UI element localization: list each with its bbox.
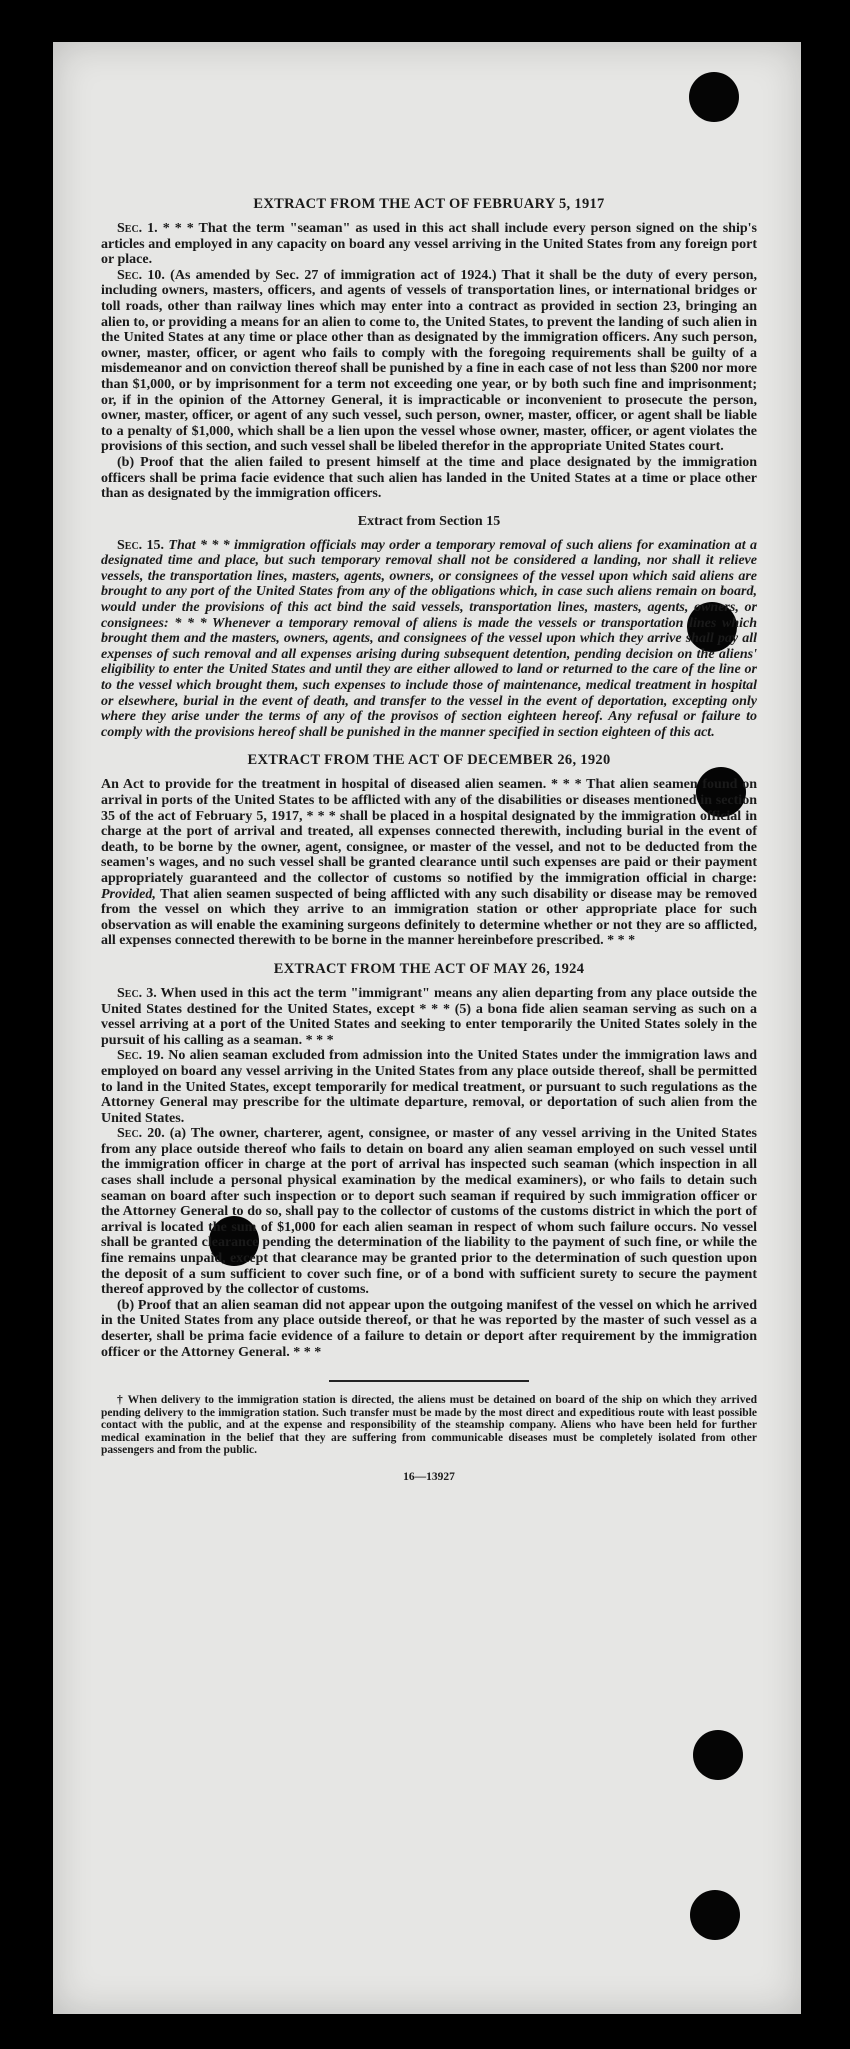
act-1920-section	[101, 752, 757, 949]
paragraph-text: That * * * immigration officials may order a temporary removal of such aliens for examination at a designated time and place, but such temporary removal shall not be considered a landing, nor shall it relieve vessels, the transportation lines, masters, agents, owners, or consignees of the vessel upon which said aliens are brought to any port of the United States from any of the obligations which, in case such aliens remain on board, would under the provisions of this act bind the said vessels, transportation lines, masters, agents, owners, or consignees: * * * Whenever a temporary removal of aliens is made the vessels or transportation lines which brought them and the masters, owners, agents, and consignees of the vessel upon which they arrive shall pay all expenses of such removal and all expenses arising during subsequent detention, pending decision on the aliens' eligibility to enter the United States and until they are either allowed to land or returned to the care of the line or to the vessel which brought them, such expenses to include those of maintenance, medical treatment in hospital or elsewhere, burial in the event of death, and transfer to the vessel in the event of deportation, excepting only where they arise under the terms of any of the provisos of section eighteen hereof. Any refusal or failure to comply with the provisions hereof shall be punished in the manner specified in section eighteen of this act.	[101, 537, 757, 740]
punch-hole	[693, 1730, 743, 1780]
act-1924-section	[101, 961, 757, 1360]
section-heading: EXTRACT FROM THE ACT OF FEBRUARY 5, 1917	[253, 196, 605, 212]
section-label: Sec. 20.	[117, 1126, 165, 1142]
paragraph-text: No alien seaman excluded from admission into the United States under the immigration laws and employed on board any vessel arriving in the United States from any place outside thereof, shall be permitted to land in the United States, except temporarily for medical treatment, or pursuant to such regulations as the Attorney General may prescribe for the ultimate departure, removal, or deportation of such alien from the United States.	[101, 1048, 757, 1126]
paragraph	[101, 1126, 757, 1298]
paragraph	[101, 538, 757, 741]
paragraph-text: That alien seamen suspected of being afflicted with any such disability or disease may be removed from the vessel on which they arrive to an immigration station or other appropriate place for such observation as will enable the examining surgeons definitely to determine whether or not they are so afflicted, all expenses connected therewith to be borne in the manner hereinbefore prescribed. * * *	[101, 886, 757, 949]
section-label: Sec. 19.	[117, 1048, 164, 1064]
paragraph: (b) Proof that an alien seaman did not appear upon the outgoing manifest of the vessel on which he arrived in the United States from any place outside thereof, or that he was reported by the master of such vessel as a deserter, shall be prima facie evidence of a failure to detain or deport after requirement by the immigration officer or the Attorney General. * * *	[101, 1297, 757, 1360]
footnote: † When delivery to the immigration station is directed, the aliens must be detained on board of the ship on which they arrived pending delivery to the immigration station. Such transfer must be made by the most direct and expeditious route with least possible contact with the public, and at the expense and responsibility of the steamship company. Aliens who have been held for further medical examination in the belief that they are suffering from communicable diseases must be completely isolated from other passengers and from the public.	[101, 1394, 757, 1457]
paragraph-text: (As amended by Sec. 27 of immigration act of 1924.) That it shall be the duty of every person, including owners, masters, officers, and agents of vessels of transportation lines, or international bridges or toll roads, other than railway lines which may enter into a contract as provided in section 23, bringing an alien to, or providing a means for an alien to come to, the United States, to prevent the landing of such alien in the United States at any time or place other than as designated by the immigration officers. Any such person, owner, master, officer, or agent who fails to comply with the foregoing requirements shall be guilty of a misdemeanor and on conviction thereof shall be punished by a fine in each case of not less than $200 nor more than $1,000, or by imprisonment for a term not exceeding one year, or by both such fine and imprisonment; or, if in the opinion of the Attorney General, it is impracticable or inconvenient to prosecute the person, owner, master, officer, or agent of any such vessel, such person, owner, master, officer, or agent shall be liable to a penalty of $1,000, which shall be a lien upon the vessel whose owner, master, officer, or agent violates the provisions of this section, and such vessel shall be libeled therefor in the appropriate United States court.	[101, 267, 757, 455]
section-label: Sec. 1.	[117, 221, 158, 236]
paragraph	[101, 268, 757, 455]
section-15-extract	[101, 514, 757, 741]
section-label: Sec. 10.	[117, 267, 165, 283]
document-sheet	[53, 42, 801, 2014]
paragraph-text: An Act to provide for the treatment in hospital of diseased alien seamen. * * * That alien seamen found on arrival in ports of the United States to be afflicted with any of the disabilities or diseases mentioned in section 35 of the act of February 5, 1917, * * * shall be placed in a hospital designated by the immigration official in charge at the port of arrival and treated, all expenses connected therewith, including burial in the event of death, to be borne by the owner, agent, consignee, or master of the vessel, and not to be deducted from the seamen's wages, and no such vessel shall be granted clearance until such expenses are paid or their payment appropriately guaranteed and the collector of customs so notified by the immigration official in charge:	[101, 777, 757, 886]
paragraph: (b) Proof that the alien failed to present himself at the time and place designated by the immigration officers shall be prima facie evidence that such alien has landed in the United States at a time or place other than as designated by the immigration officers.	[101, 454, 757, 502]
form-number: 16—13927	[403, 1470, 455, 1483]
paragraph	[101, 777, 757, 949]
paragraph-text: (a) The owner, charterer, agent, consignee, or master of any vessel arriving in the United States from any place outside thereof who fails to detain on board any alien seaman employed on such vessel until the immigration officer in charge at the port of arrival has inspected such seaman (which inspection in all cases shall include a personal physical examination by the medical examiners), or who fails to detain such seaman on board after such inspection or to deport such seaman if required by such immigration officer or the Attorney General to do so, shall pay to the collector of customs of the customs district in which the port of arrival is located the sum of $1,000 for each alien seaman in respect of whom such failure occurs. No vessel shall be granted clearance pending the determination of the liability to the payment of such fine, or while the fine remains unpaid, except that clearance may be granted prior to the determination of such question upon the deposit of a sum sufficient to cover such fine, or of a bond with sufficient surety to secure the payment thereof approved by the collector of customs.	[101, 1126, 758, 1298]
paragraph-text: * * * That the term "seaman" as used in this act shall include every person signed on the ship's articles and employed in any capacity on board any vessel arriving in the United States from any foreign port or place.	[101, 221, 757, 268]
paragraph	[101, 221, 757, 268]
paragraph	[101, 986, 757, 1048]
section-heading: EXTRACT FROM THE ACT OF MAY 26, 1924	[273, 960, 585, 977]
section-heading: EXTRACT FROM THE ACT OF DECEMBER 26, 1920	[247, 752, 611, 769]
paragraph	[101, 1048, 757, 1126]
punch-hole	[689, 72, 739, 122]
document-body	[101, 196, 757, 1483]
punch-hole	[690, 1890, 740, 1940]
proviso-label: Provided,	[101, 886, 156, 902]
act-1917-section	[101, 196, 757, 502]
paragraph-text: When used in this act the term "immigrant" means any alien departing from any place outside the United States destined for the United States, except * * * (5) a bona fide alien seaman serving as such on a vessel arriving at a port of the United States and seeking to enter temporarily the United States solely in the pursuit of his calling as a seaman. * * *	[101, 985, 757, 1048]
section-label: Sec. 15.	[117, 537, 165, 553]
subsection-heading: Extract from Section 15	[357, 513, 501, 529]
footnote-divider	[329, 1380, 529, 1382]
section-label: Sec. 3.	[117, 985, 157, 1001]
